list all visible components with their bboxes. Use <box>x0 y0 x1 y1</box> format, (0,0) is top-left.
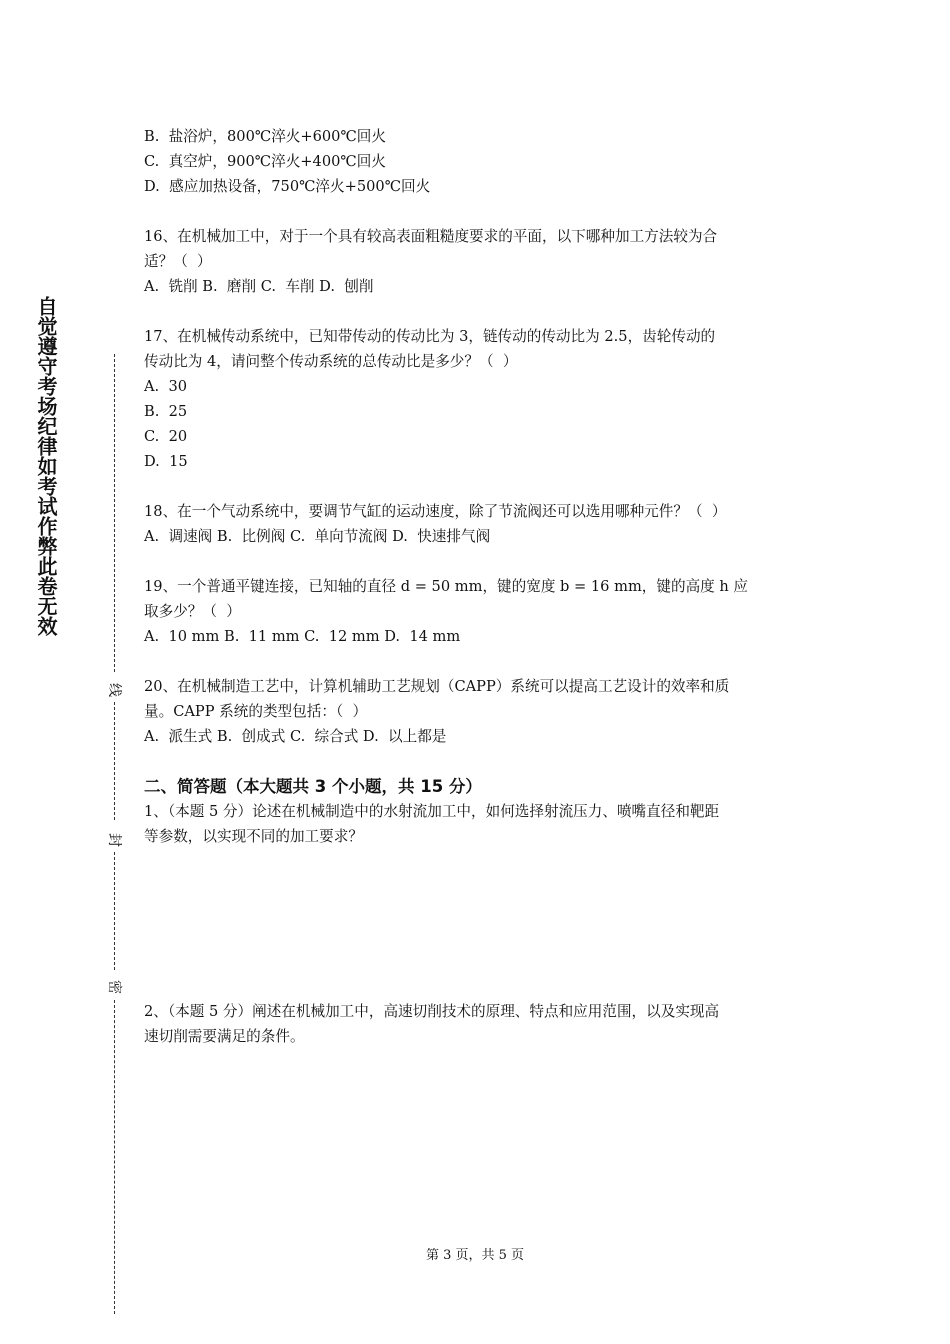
question-17 <box>144 324 808 474</box>
section-2 <box>144 774 808 1049</box>
question-16 <box>144 224 808 299</box>
question-stem: 2、（本题 5 分）阐述在机械加工中，高速切削技术的原理、特点和应用范围，以及实现高 <box>144 1003 720 1020</box>
option-line: D. 15 <box>144 453 188 470</box>
exam-discipline-notice: 自觉遵守考场纪律如考试作弊此卷无效 <box>34 296 58 636</box>
option-line: A. 铣削 B. 磨削 C. 车削 D. 刨削 <box>144 278 374 295</box>
option-line: C. 真空炉，900℃淬火+400℃回火 <box>144 153 386 170</box>
question-stem: 17、在机械传动系统中，已知带传动的传动比为 3，链传动的传动比为 2.5，齿轮传动的 <box>144 328 716 345</box>
binding-mark-line: 线 <box>106 683 122 697</box>
binding-mark-seal: 封 <box>106 833 122 847</box>
question-stem: 16、在机械加工中，对于一个具有较高表面粗糙度要求的平面，以下哪种加工方法较为合 <box>144 228 718 245</box>
section-title: 二、简答题（本大题共 3 个小题，共 15 分） <box>144 777 482 796</box>
option-line: A. 调速阀 B. 比例阀 C. 单向节流阀 D. 快速排气阀 <box>144 528 491 545</box>
binding-line-segment <box>114 852 115 970</box>
question-15-options <box>144 124 808 199</box>
option-line: B. 盐浴炉，800℃淬火+600℃回火 <box>144 128 386 145</box>
option-line: D. 感应加热设备，750℃淬火+500℃回火 <box>144 178 431 195</box>
binding-mark-dense: 密 <box>106 980 122 994</box>
question-19 <box>144 574 808 649</box>
question-stem: 速切削需要满足的条件。 <box>144 1028 305 1045</box>
option-line: A. 派生式 B. 创成式 C. 综合式 D. 以上都是 <box>144 728 447 745</box>
question-stem: 19、一个普通平键连接，已知轴的直径 d = 50 mm，键的宽度 b = 16 mm，键的高度 h 应 <box>144 578 749 595</box>
option-line: B. 25 <box>144 403 188 420</box>
question-stem: 传动比为 4，请问整个传动系统的总传动比是多少？（ ） <box>144 353 518 370</box>
option-line: C. 20 <box>144 428 188 445</box>
answer-space <box>144 849 808 999</box>
question-stem: 适？（ ） <box>144 253 212 270</box>
page-number: 第 3 页，共 5 页 <box>425 1248 525 1263</box>
exam-content <box>144 124 808 1049</box>
question-stem: 18、在一个气动系统中，要调节气缸的运动速度，除了节流阀还可以选用哪种元件？（ ） <box>144 503 727 520</box>
question-stem: 20、在机械制造工艺中，计算机辅助工艺规划（CAPP）系统可以提高工艺设计的效率和质 <box>144 678 730 695</box>
option-line: A. 30 <box>144 378 188 395</box>
question-stem: 量。CAPP 系统的类型包括：（ ） <box>144 703 368 720</box>
short-answer-2 <box>144 999 808 1049</box>
binding-line-segment <box>114 354 115 672</box>
binding-line-segment <box>114 702 115 820</box>
question-stem: 1、（本题 5 分）论述在机械制造中的水射流加工中，如何选择射流压力、喷嘴直径和靶距 <box>144 803 720 820</box>
question-stem: 等参数，以实现不同的加工要求？ <box>144 828 363 845</box>
option-line: A. 10 mm B. 11 mm C. 12 mm D. 14 mm <box>144 628 461 645</box>
short-answer-1 <box>144 799 808 849</box>
question-stem: 取多少？（ ） <box>144 603 241 620</box>
binding-line-segment <box>114 1000 115 1314</box>
question-20 <box>144 674 808 749</box>
question-18 <box>144 499 808 549</box>
